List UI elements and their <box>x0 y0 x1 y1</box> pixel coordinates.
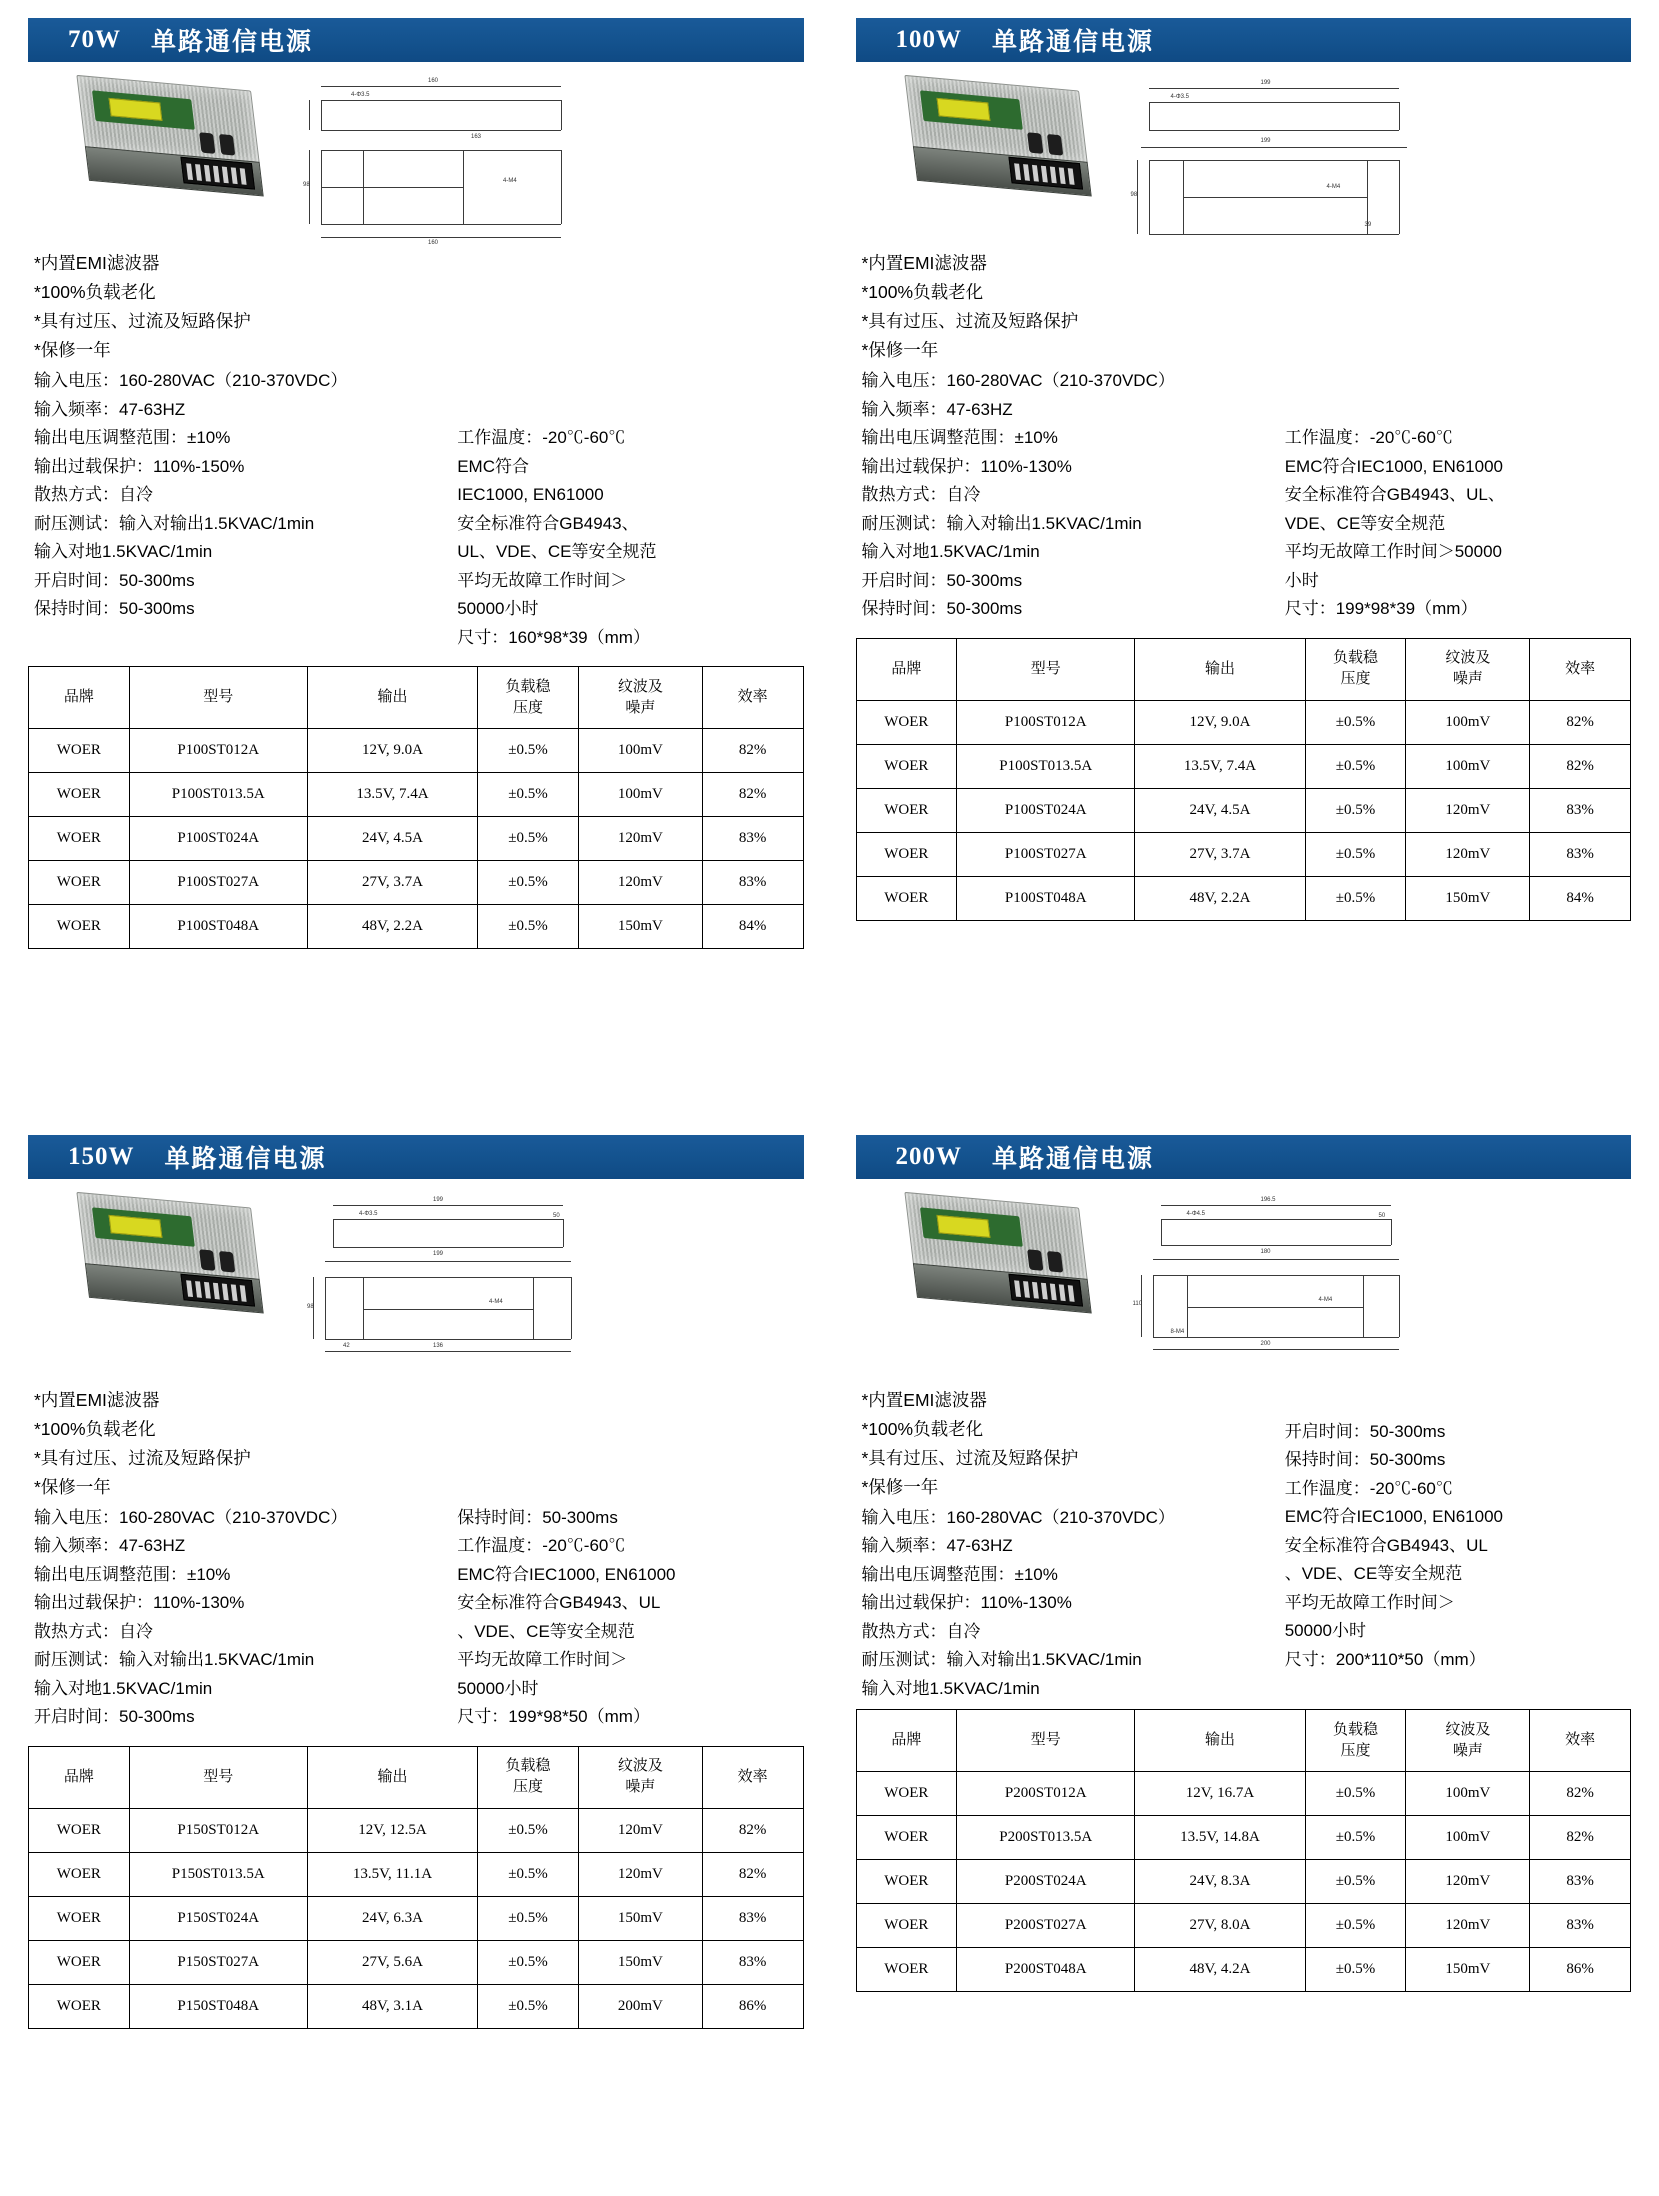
cell-brand: WOER <box>856 1904 957 1948</box>
header-output: 输出 <box>307 667 477 729</box>
cell-model: P100ST013.5A <box>129 773 307 817</box>
cell-brand: WOER <box>856 1860 957 1904</box>
cell-brand: WOER <box>29 1984 130 2028</box>
spec-line: 输出电压调整范围：±10% <box>861 1564 1058 1584</box>
table-row <box>856 832 1631 876</box>
spec-line: 安全标准符合GB4943、UL、 <box>1284 485 1505 504</box>
spec-line: 平均无故障工作时间＞ <box>457 1650 628 1669</box>
cell-output: 27V, 3.7A <box>307 861 477 905</box>
cell-output: 48V, 2.2A <box>1135 876 1305 920</box>
spec-column-right <box>1285 1418 1631 1704</box>
header-brand: 品牌 <box>29 667 130 729</box>
feature-item: *100%负载老化 <box>861 282 984 302</box>
spec-line: 输出过载保护：110%-130% <box>34 1593 245 1612</box>
spec-line: VDE、CE等安全规范 <box>1284 513 1446 533</box>
cell-ripple: 120mV <box>1406 1904 1530 1948</box>
panel-title-bar-150w <box>28 1135 804 1179</box>
spec-table-200w <box>856 1709 1632 1992</box>
cell-load: ±0.5% <box>478 1808 579 1852</box>
panel-image-row <box>856 72 1632 237</box>
cell-brand: WOER <box>29 1940 130 1984</box>
cell-efficiency: 83% <box>702 861 803 905</box>
header-output: 输出 <box>1135 638 1305 700</box>
header-efficiency: 效率 <box>702 667 803 729</box>
cell-ripple: 150mV <box>1406 876 1530 920</box>
spec-columns-150w <box>34 1504 804 1732</box>
spec-line: 散热方式：自冷 <box>861 1621 981 1641</box>
cell-model: P100ST012A <box>957 700 1135 744</box>
panel-image-row <box>28 72 804 246</box>
spec-line: 输入频率：47-63HZ <box>34 1536 186 1555</box>
table-row <box>856 1948 1631 1992</box>
cell-model: P200ST013.5A <box>957 1816 1135 1860</box>
spec-line: 平均无故障工作时间＞ <box>457 570 628 590</box>
cell-model: P100ST048A <box>957 876 1135 920</box>
spec-line: 工作温度：-20℃-60℃ <box>457 428 626 447</box>
header-load-regulation: 负载稳 压度 <box>478 667 579 729</box>
spec-line: 输入频率：47-63HZ <box>861 1536 1013 1555</box>
cell-ripple: 150mV <box>1406 1948 1530 1992</box>
cell-output: 27V, 5.6A <box>307 1940 477 1984</box>
cell-ripple: 150mV <box>578 905 702 949</box>
cell-brand: WOER <box>29 1896 130 1940</box>
cell-model: P100ST012A <box>129 729 307 773</box>
spec-columns-100w <box>862 367 1632 624</box>
feature-item: *保修一年 <box>34 1476 111 1497</box>
cell-model: P150ST024A <box>129 1896 307 1940</box>
spec-line: 散热方式：自冷 <box>34 1621 153 1641</box>
table-row <box>856 788 1631 832</box>
cell-brand: WOER <box>29 773 130 817</box>
cell-load: ±0.5% <box>1305 832 1406 876</box>
panel-title: 单路通信电源 <box>992 1144 1155 1173</box>
cell-output: 24V, 6.3A <box>307 1896 477 1940</box>
cell-load: ±0.5% <box>1305 700 1406 744</box>
cell-model: P200ST027A <box>957 1904 1135 1948</box>
cell-output: 13.5V, 7.4A <box>307 773 477 817</box>
product-photo-100w <box>901 72 1111 227</box>
feature-item: *100%负载老化 <box>34 282 156 302</box>
header-model: 型号 <box>129 1746 307 1808</box>
cell-model: P150ST048A <box>129 1984 307 2028</box>
spec-line: 输出电压调整范围：±10% <box>34 428 231 447</box>
cell-efficiency: 82% <box>702 729 803 773</box>
product-panel-150w <box>22 1135 830 2187</box>
panel-wattage: 100W <box>895 26 962 53</box>
spec-table-150w <box>28 1746 804 2029</box>
spec-line: 输入电压：160-280VAC（210-370VDC） <box>861 371 1175 390</box>
cell-load: ±0.5% <box>1305 1816 1406 1860</box>
cell-brand: WOER <box>856 1772 957 1816</box>
table-row <box>29 1852 804 1896</box>
spec-line: 输入对地1.5KVAC/1min <box>861 1678 1040 1698</box>
feature-item: *100%负载老化 <box>34 1418 156 1439</box>
spec-line: 开启时间：50-300ms <box>34 570 195 590</box>
cell-output: 12V, 12.5A <box>307 1808 477 1852</box>
spec-columns-70w <box>34 367 804 652</box>
cell-efficiency: 82% <box>702 1808 803 1852</box>
table-row <box>856 1860 1631 1904</box>
spec-column-right <box>1285 367 1631 624</box>
cell-output: 24V, 4.5A <box>307 817 477 861</box>
header-efficiency: 效率 <box>1530 1710 1631 1772</box>
spec-line: 输出电压调整范围：±10% <box>34 1564 231 1584</box>
panel-wattage: 200W <box>895 1142 962 1170</box>
cell-output: 48V, 4.2A <box>1135 1948 1305 1992</box>
spec-line: EMC符合IEC1000, EN61000 <box>1284 456 1503 476</box>
cell-load: ±0.5% <box>1305 876 1406 920</box>
feature-item: *内置EMI滤波器 <box>861 253 987 273</box>
cell-efficiency: 82% <box>1530 1816 1631 1860</box>
cell-load: ±0.5% <box>1305 1772 1406 1816</box>
header-output: 输出 <box>1135 1710 1305 1772</box>
dimension-drawing-70w: 160 160 98 4-Φ3.5 163 4-M4 <box>303 72 804 232</box>
spec-line: 保持时间：50-300ms <box>1284 1450 1446 1469</box>
table-row <box>29 1896 804 1940</box>
header-ripple-noise: 纹波及 噪声 <box>578 667 702 729</box>
table-row <box>856 700 1631 744</box>
cell-ripple: 100mV <box>1406 1772 1530 1816</box>
spec-line: 安全标准符合GB4943、UL <box>457 1593 661 1612</box>
cell-brand: WOER <box>856 1816 957 1860</box>
cell-output: 27V, 3.7A <box>1135 832 1305 876</box>
table-row <box>29 817 804 861</box>
cell-brand: WOER <box>856 788 957 832</box>
spec-line: 小时 <box>1284 570 1319 590</box>
cell-load: ±0.5% <box>478 729 579 773</box>
cell-model: P150ST013.5A <box>129 1852 307 1896</box>
cell-ripple: 120mV <box>578 861 702 905</box>
cell-output: 24V, 4.5A <box>1135 788 1305 832</box>
cell-output: 12V, 9.0A <box>307 729 477 773</box>
table-row <box>29 1940 804 1984</box>
table-row <box>29 1984 804 2028</box>
cell-efficiency: 82% <box>702 773 803 817</box>
cell-brand: WOER <box>856 832 957 876</box>
spec-table-100w <box>856 638 1632 921</box>
panel-title: 单路通信电源 <box>992 28 1155 56</box>
cell-model: P100ST027A <box>957 832 1135 876</box>
spec-line: 散热方式：自冷 <box>34 485 153 504</box>
cell-ripple: 100mV <box>578 729 702 773</box>
cell-brand: WOER <box>856 1948 957 1992</box>
cell-ripple: 120mV <box>1406 788 1530 832</box>
cell-model: P100ST024A <box>957 788 1135 832</box>
cell-ripple: 150mV <box>578 1940 702 1984</box>
cell-model: P100ST024A <box>129 817 307 861</box>
cell-brand: WOER <box>29 905 130 949</box>
cell-ripple: 120mV <box>1406 1860 1530 1904</box>
spec-line: 、VDE、CE等安全规范 <box>1284 1564 1463 1583</box>
spec-line: 50000小时 <box>457 1678 539 1698</box>
cell-efficiency: 83% <box>1530 832 1631 876</box>
cell-output: 13.5V, 11.1A <box>307 1852 477 1896</box>
cell-model: P150ST027A <box>129 1940 307 1984</box>
dimension-drawing-150w: 199 199 98 4-Φ3.5 4-M4 136 42 50 <box>303 1189 804 1349</box>
cell-load: ±0.5% <box>478 1940 579 1984</box>
product-panel-100w <box>830 18 1638 1107</box>
cell-ripple: 120mV <box>578 1852 702 1896</box>
spec-line: 输入对地1.5KVAC/1min <box>34 542 213 561</box>
spec-line: 开启时间：50-300ms <box>861 570 1023 590</box>
spec-line: 保持时间：50-300ms <box>861 599 1023 618</box>
spec-line: 输入电压：160-280VAC（210-370VDC） <box>34 1507 348 1527</box>
product-photo-70w <box>73 72 283 227</box>
cell-output: 13.5V, 14.8A <box>1135 1816 1305 1860</box>
cell-efficiency: 84% <box>702 905 803 949</box>
cell-efficiency: 82% <box>1530 700 1631 744</box>
table-row <box>29 729 804 773</box>
cell-efficiency: 82% <box>1530 744 1631 788</box>
feature-item: *具有过压、过流及短路保护 <box>861 1447 1079 1468</box>
cell-ripple: 150mV <box>578 1896 702 1940</box>
spec-line: 尺寸：200*110*50（mm） <box>1284 1649 1486 1669</box>
spec-column-left <box>862 367 1285 624</box>
feature-item: *保修一年 <box>34 340 111 360</box>
cell-brand: WOER <box>856 744 957 788</box>
feature-item: *内置EMI滤波器 <box>34 1389 160 1410</box>
spec-line: 50000小时 <box>1284 1621 1366 1640</box>
table-header-row <box>856 1710 1631 1772</box>
cell-load: ±0.5% <box>478 1896 579 1940</box>
header-load-regulation: 负载稳 压度 <box>1305 638 1406 700</box>
table-header-row <box>29 1746 804 1808</box>
spec-line: 工作温度：-20℃-60℃ <box>1284 428 1453 447</box>
spec-line: 输出过载保护：110%-130% <box>861 456 1072 476</box>
cell-output: 24V, 8.3A <box>1135 1860 1305 1904</box>
spec-line: EMC符合IEC1000, EN61000 <box>1284 1507 1503 1526</box>
cell-model: P100ST013.5A <box>957 744 1135 788</box>
spec-line: IEC1000, EN61000 <box>457 485 604 504</box>
spec-line: 耐压测试：输入对输出1.5KVAC/1min <box>861 1650 1142 1669</box>
panel-image-row <box>856 1189 1632 1374</box>
spec-line: 输出过载保护：110%-150% <box>34 456 245 476</box>
header-efficiency: 效率 <box>1530 638 1631 700</box>
cell-brand: WOER <box>29 729 130 773</box>
table-row <box>29 905 804 949</box>
dimension-drawing-100w: 199 199 98 4-Φ3.5 4-M4 39 <box>1131 72 1632 232</box>
header-efficiency: 效率 <box>702 1746 803 1808</box>
cell-model: P150ST012A <box>129 1808 307 1852</box>
spec-line: 保持时间：50-300ms <box>34 599 195 618</box>
panel-title: 单路通信电源 <box>164 1144 327 1173</box>
cell-load: ±0.5% <box>1305 1948 1406 1992</box>
cell-efficiency: 83% <box>1530 1904 1631 1948</box>
cell-output: 48V, 3.1A <box>307 1984 477 2028</box>
header-brand: 品牌 <box>856 1710 957 1772</box>
cell-load: ±0.5% <box>1305 744 1406 788</box>
panel-title-bar-70w <box>28 18 804 62</box>
spec-line: 工作温度：-20℃-60℃ <box>1284 1478 1453 1498</box>
table-row <box>856 876 1631 920</box>
feature-item: *保修一年 <box>861 1476 939 1497</box>
cell-model: P200ST012A <box>957 1772 1135 1816</box>
spec-line: 输出电压调整范围：±10% <box>861 428 1058 447</box>
spec-column-left <box>34 367 457 652</box>
header-model: 型号 <box>957 1710 1135 1772</box>
cell-load: ±0.5% <box>478 817 579 861</box>
cell-model: P100ST048A <box>129 905 307 949</box>
cell-brand: WOER <box>29 1808 130 1852</box>
spec-line: 散热方式：自冷 <box>861 485 981 504</box>
cell-efficiency: 86% <box>1530 1948 1631 1992</box>
spec-line: EMC符合 <box>457 456 529 476</box>
spec-line: 输入对地1.5KVAC/1min <box>861 542 1040 561</box>
spec-column-left <box>862 1504 1285 1704</box>
cell-efficiency: 83% <box>702 1940 803 1984</box>
spec-line: 耐压测试：输入对输出1.5KVAC/1min <box>861 513 1142 533</box>
cell-brand: WOER <box>856 700 957 744</box>
table-row <box>856 1772 1631 1816</box>
feature-item: *保修一年 <box>861 340 939 360</box>
spec-line: 保持时间：50-300ms <box>457 1507 618 1527</box>
panel-image-row <box>28 1189 804 1374</box>
cell-load: ±0.5% <box>478 1852 579 1896</box>
panel-title-bar-200w <box>856 1135 1632 1179</box>
panel-title: 单路通信电源 <box>151 28 314 56</box>
spec-line: 输入对地1.5KVAC/1min <box>34 1678 213 1698</box>
cell-efficiency: 82% <box>1530 1772 1631 1816</box>
header-brand: 品牌 <box>29 1746 130 1808</box>
spec-line: 输入电压：160-280VAC（210-370VDC） <box>34 371 348 390</box>
cell-ripple: 120mV <box>1406 832 1530 876</box>
spec-line: 尺寸：160*98*39（mm） <box>457 627 650 647</box>
feature-item: *内置EMI滤波器 <box>861 1389 987 1410</box>
cell-output: 12V, 9.0A <box>1135 700 1305 744</box>
spec-line: 安全标准符合GB4943、UL <box>1284 1535 1488 1555</box>
cell-model: P200ST024A <box>957 1860 1135 1904</box>
spec-line: EMC符合IEC1000, EN61000 <box>457 1564 676 1584</box>
spec-line: 尺寸：199*98*39（mm） <box>1284 599 1478 618</box>
table-row <box>856 1904 1631 1948</box>
feature-list-100w <box>862 249 1632 365</box>
spec-line: 耐压测试：输入对输出1.5KVAC/1min <box>34 1650 315 1669</box>
spec-column-right <box>457 367 803 652</box>
header-output: 输出 <box>307 1746 477 1808</box>
cell-efficiency: 83% <box>1530 788 1631 832</box>
spec-line: 耐压测试：输入对输出1.5KVAC/1min <box>34 513 315 533</box>
table-row <box>29 773 804 817</box>
panel-title-bar-100w <box>856 18 1632 62</box>
product-photo-150w <box>73 1189 283 1344</box>
cell-brand: WOER <box>856 876 957 920</box>
cell-output: 48V, 2.2A <box>307 905 477 949</box>
product-photo-200w <box>901 1189 1111 1344</box>
cell-brand: WOER <box>29 817 130 861</box>
cell-ripple: 120mV <box>578 1808 702 1852</box>
spec-column-left <box>34 1504 457 1732</box>
cell-load: ±0.5% <box>478 773 579 817</box>
header-brand: 品牌 <box>856 638 957 700</box>
feature-list-70w <box>34 249 804 365</box>
panel-wattage: 70W <box>68 26 121 53</box>
spec-line: 平均无故障工作时间＞ <box>1284 1592 1455 1612</box>
cell-efficiency: 82% <box>702 1852 803 1896</box>
header-ripple-noise: 纹波及 噪声 <box>1406 1710 1530 1772</box>
feature-item: *具有过压、过流及短路保护 <box>861 311 1079 331</box>
spec-line: 安全标准符合GB4943、 <box>457 513 639 533</box>
cell-ripple: 100mV <box>1406 1816 1530 1860</box>
cell-efficiency: 83% <box>702 817 803 861</box>
cell-ripple: 100mV <box>578 773 702 817</box>
cell-ripple: 100mV <box>1406 700 1530 744</box>
cell-load: ±0.5% <box>478 905 579 949</box>
spec-line: 输入频率：47-63HZ <box>34 399 186 419</box>
feature-item: *具有过压、过流及短路保护 <box>34 1447 251 1468</box>
cell-brand: WOER <box>29 861 130 905</box>
cell-output: 13.5V, 7.4A <box>1135 744 1305 788</box>
spec-line: 开启时间：50-300ms <box>1284 1421 1446 1441</box>
spec-column-right <box>457 1504 803 1732</box>
table-row <box>856 744 1631 788</box>
table-row <box>29 861 804 905</box>
cell-ripple: 200mV <box>578 1984 702 2028</box>
cell-load: ±0.5% <box>478 1984 579 2028</box>
spec-line: 尺寸：199*98*50（mm） <box>457 1707 650 1726</box>
header-ripple-noise: 纹波及 噪声 <box>1406 638 1530 700</box>
cell-load: ±0.5% <box>1305 1904 1406 1948</box>
header-load-regulation: 负载稳 压度 <box>1305 1710 1406 1772</box>
dimension-drawing-200w: 196.5 180 110 4-Φ4.5 4-M4 200 8-M4 50 <box>1131 1189 1632 1349</box>
spec-line: 输入电压：160-280VAC（210-370VDC） <box>861 1507 1175 1527</box>
cell-model: P200ST048A <box>957 1948 1135 1992</box>
header-model: 型号 <box>957 638 1135 700</box>
spec-line: UL、VDE、CE等安全规范 <box>457 542 657 561</box>
cell-load: ±0.5% <box>1305 1860 1406 1904</box>
cell-model: P100ST027A <box>129 861 307 905</box>
header-model: 型号 <box>129 667 307 729</box>
product-panel-70w <box>22 18 830 1107</box>
spec-line: 输出过载保护：110%-130% <box>861 1593 1072 1612</box>
cell-efficiency: 86% <box>702 1984 803 2028</box>
cell-efficiency: 83% <box>702 1896 803 1940</box>
spec-table-70w <box>28 666 804 949</box>
spec-line: 50000小时 <box>457 599 539 618</box>
cell-efficiency: 83% <box>1530 1860 1631 1904</box>
feature-item: *100%负载老化 <box>861 1418 984 1439</box>
panel-wattage: 150W <box>68 1142 135 1170</box>
header-load-regulation: 负载稳 压度 <box>478 1746 579 1808</box>
product-panel-200w <box>830 1135 1638 2187</box>
table-header-row <box>29 667 804 729</box>
table-row <box>29 1808 804 1852</box>
table-header-row <box>856 638 1631 700</box>
feature-item: *具有过压、过流及短路保护 <box>34 311 251 331</box>
spec-line: 、VDE、CE等安全规范 <box>457 1621 635 1641</box>
feature-item: *内置EMI滤波器 <box>34 253 160 273</box>
cell-brand: WOER <box>29 1852 130 1896</box>
cell-load: ±0.5% <box>1305 788 1406 832</box>
cell-load: ±0.5% <box>478 861 579 905</box>
cell-ripple: 100mV <box>1406 744 1530 788</box>
cell-output: 12V, 16.7A <box>1135 1772 1305 1816</box>
cell-output: 27V, 8.0A <box>1135 1904 1305 1948</box>
spec-line: 平均无故障工作时间＞50000 <box>1284 542 1502 561</box>
feature-list-150w <box>34 1386 804 1502</box>
spec-line: 工作温度：-20℃-60℃ <box>457 1536 626 1555</box>
spec-line: 输入频率：47-63HZ <box>861 399 1013 419</box>
header-ripple-noise: 纹波及 噪声 <box>578 1746 702 1808</box>
table-row <box>856 1816 1631 1860</box>
cell-efficiency: 84% <box>1530 876 1631 920</box>
cell-ripple: 120mV <box>578 817 702 861</box>
spec-line: 开启时间：50-300ms <box>34 1707 195 1726</box>
